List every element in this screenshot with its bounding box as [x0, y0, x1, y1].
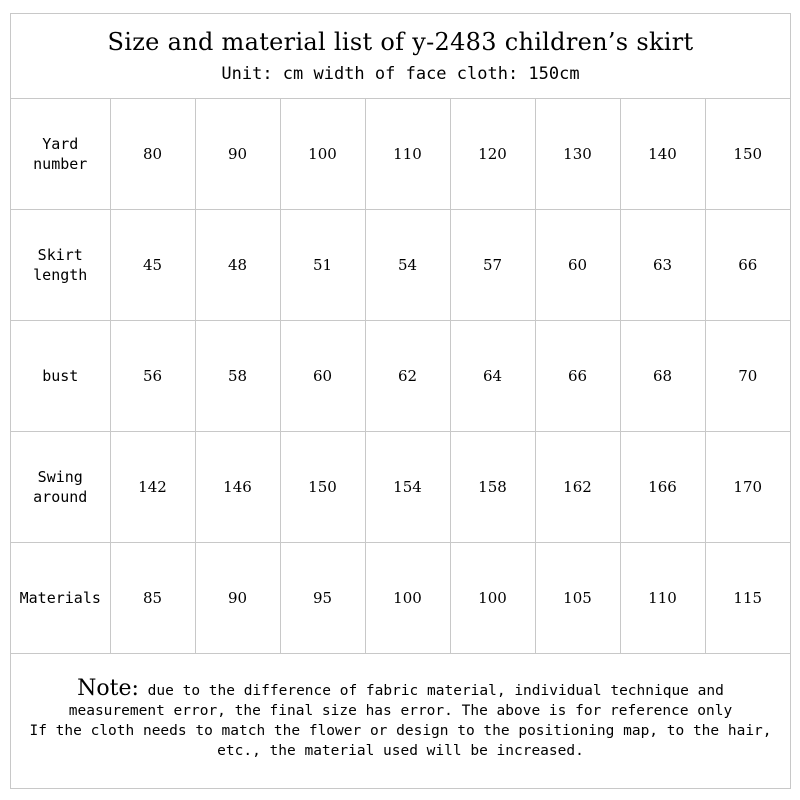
- note-section: [11, 655, 790, 789]
- table-cell: 162: [535, 432, 620, 543]
- table-cell: 110: [365, 99, 450, 210]
- table-cell: 66: [535, 321, 620, 432]
- table-cell: 60: [535, 210, 620, 321]
- table-row: [11, 99, 790, 210]
- table-cell: 100: [280, 99, 365, 210]
- note-heading: Note:: [77, 676, 139, 701]
- table-cell: 45: [110, 210, 195, 321]
- table-cell: 100: [450, 543, 535, 654]
- row-label-swing-around: Swing around: [11, 432, 110, 543]
- table-cell: 63: [620, 210, 705, 321]
- size-table: [11, 99, 790, 654]
- table-cell: 110: [620, 543, 705, 654]
- table-cell: 90: [195, 543, 280, 654]
- table-cell: 85: [110, 543, 195, 654]
- chart-header: [11, 14, 790, 99]
- size-chart-sheet: [10, 13, 791, 789]
- table-cell: 54: [365, 210, 450, 321]
- table-cell: 105: [535, 543, 620, 654]
- row-label-bust: bust: [11, 321, 110, 432]
- table-cell: 140: [620, 99, 705, 210]
- table-cell: 150: [280, 432, 365, 543]
- table-cell: 62: [365, 321, 450, 432]
- table-cell: 64: [450, 321, 535, 432]
- table-cell: 150: [705, 99, 790, 210]
- table-cell: 120: [450, 99, 535, 210]
- table-cell: 51: [280, 210, 365, 321]
- table-cell: 170: [705, 432, 790, 543]
- table-row: [11, 432, 790, 543]
- table-cell: 56: [110, 321, 195, 432]
- table-cell: 90: [195, 99, 280, 210]
- note-text-1: due to the difference of fabric material, individual technique and: [138, 683, 724, 699]
- table-cell: 70: [705, 321, 790, 432]
- table-row: [11, 543, 790, 654]
- table-cell: 66: [705, 210, 790, 321]
- table-cell: 57: [450, 210, 535, 321]
- note-line-3: If the cloth needs to match the flower or design to the positioning map, to the hair,: [29, 723, 772, 739]
- row-label-materials: Materials: [11, 543, 110, 654]
- table-cell: 80: [110, 99, 195, 210]
- table-cell: 100: [365, 543, 450, 654]
- table-cell: 166: [620, 432, 705, 543]
- table-cell: 60: [280, 321, 365, 432]
- note-line-4: etc., the material used will be increased.: [217, 743, 584, 759]
- table-cell: 95: [280, 543, 365, 654]
- table-cell: 142: [110, 432, 195, 543]
- table-row: [11, 210, 790, 321]
- table-cell: 130: [535, 99, 620, 210]
- table-cell: 58: [195, 321, 280, 432]
- chart-title: Size and material list of y-2483 children’s skirt: [107, 28, 694, 56]
- table-cell: 48: [195, 210, 280, 321]
- row-label-skirt-length: Skirt length: [11, 210, 110, 321]
- table-cell: 115: [705, 543, 790, 654]
- table-cell: 68: [620, 321, 705, 432]
- row-label-yard-number: Yard number: [11, 99, 110, 210]
- note-line-1: [11, 676, 790, 701]
- table-cell: 158: [450, 432, 535, 543]
- table-row: [11, 321, 790, 432]
- note-line-2: measurement error, the final size has error. The above is for reference only: [68, 703, 733, 719]
- chart-subtitle: Unit: cm width of face cloth: 150cm: [221, 64, 580, 84]
- table-cell: 154: [365, 432, 450, 543]
- table-cell: 146: [195, 432, 280, 543]
